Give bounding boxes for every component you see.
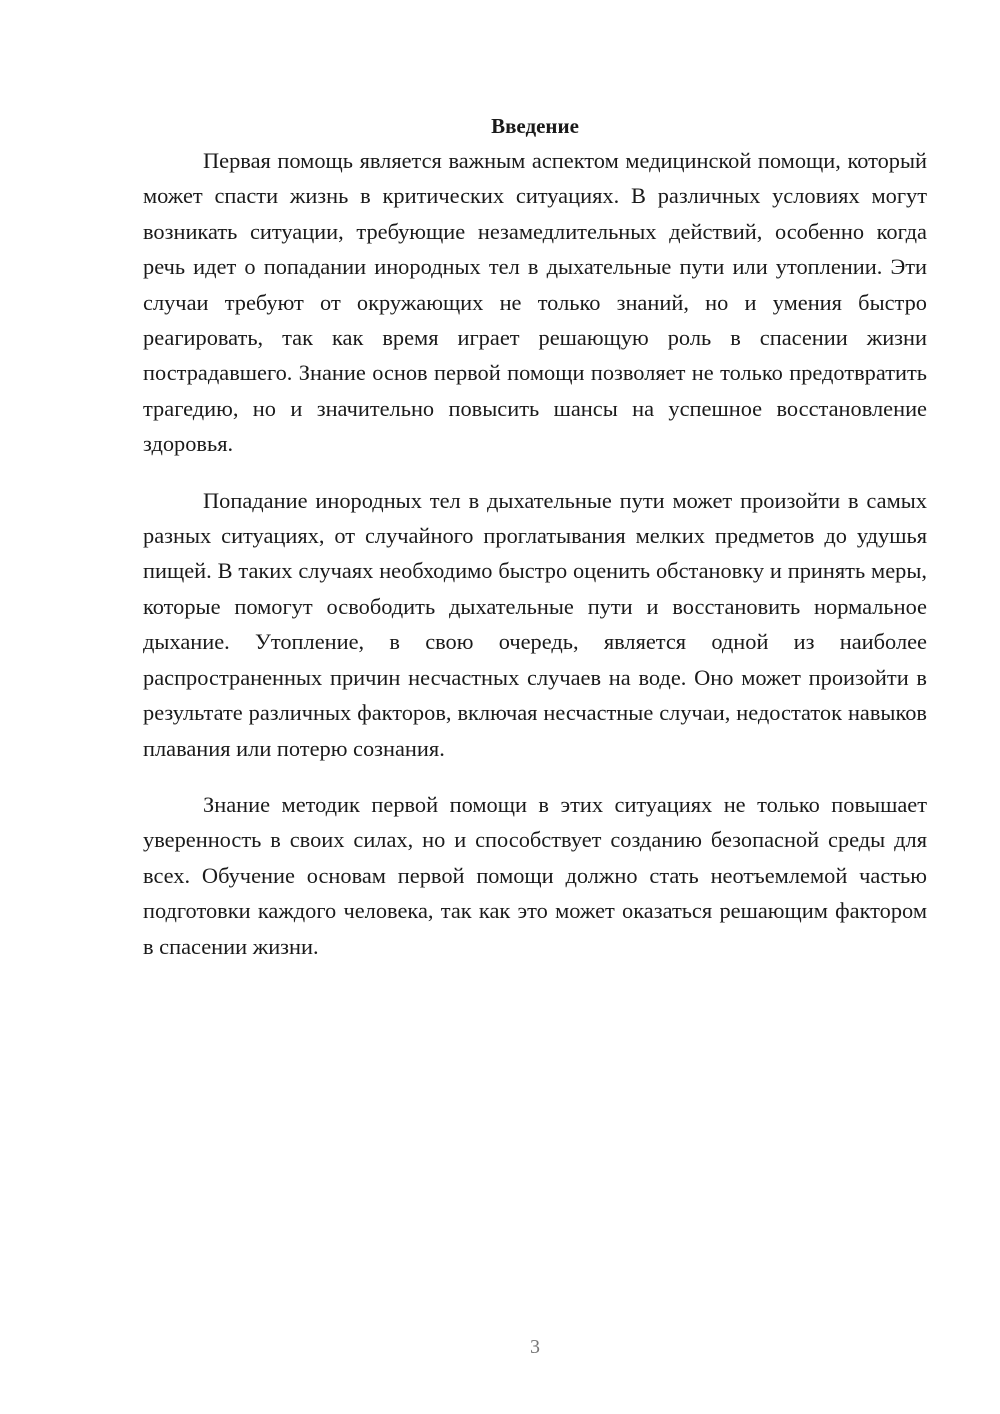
section-heading: Введение bbox=[491, 114, 579, 139]
paragraph: Первая помощь является важным аспектом медицинской помощи, который может спасти жизнь в критических ситуациях. В различных условиях могут возникать ситуации, требующие незамедлительных действий, особенно когда речь идет о попадании инородных тел в дыхательные пути или утоплении. Эти случаи требуют от окружающих не только знаний, но и умения быстро реагировать, так как время играет решающую роль в спасении жизни пострадавшего. Знание основ первой помощи позволяет не только предотвратить трагедию, но и значительно повысить шансы на успешное восстановление здоровья. bbox=[143, 148, 927, 457]
paragraph: Попадание инородных тел в дыхательные пути может произойти в самых разных ситуациях, от случайного проглатывания мелких предметов до удушья пищей. В таких случаях необходимо быстро оценить обстановку и принять меры, которые помогут освободить дыхательные пути и восстановить нормальное дыхание. Утопление, в свою очередь, является одной из наиболее распространенных причин несчастных случаев на воде. Оно может произойти в результате различных факторов, включая несчастные случаи, недостаток навыков плавания или потерю сознания. bbox=[143, 487, 927, 761]
page-number: 3 bbox=[530, 1336, 540, 1358]
paragraph: Знание методик первой помощи в этих ситуациях не только повышает уверенность в своих силах, но и способствует созданию безопасной среды для всех. Обучение основам первой помощи должно стать неотъемлемой частью подготовки каждого человека, так как это может оказаться решающим фактором в спасении жизни. bbox=[143, 791, 927, 959]
document-body bbox=[143, 143, 927, 985]
